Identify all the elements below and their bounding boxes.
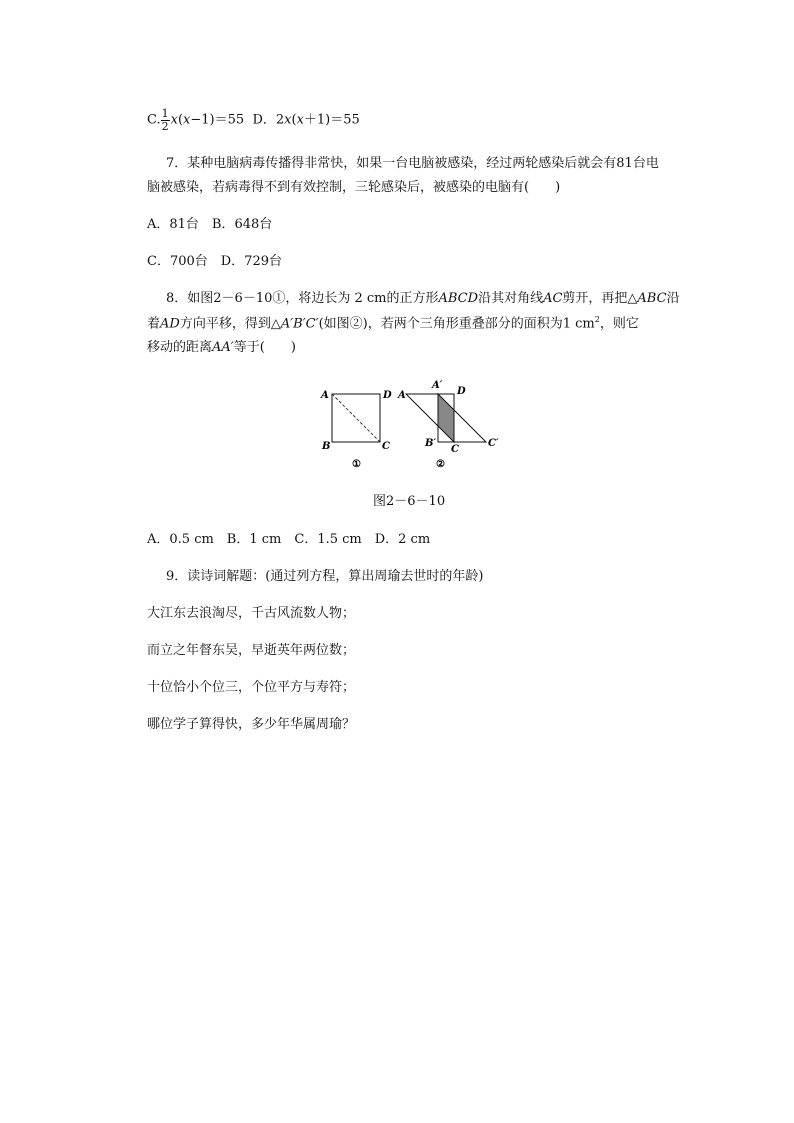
label-c-prime: C′ [488, 438, 499, 449]
diagonal-ac [332, 394, 380, 442]
fraction-one-half [161, 108, 170, 132]
var-x: x [170, 112, 178, 128]
q8-options: A．0.5 cm B．1 cm C．1.5 cm D．2 cm [147, 532, 431, 547]
figure-1-number: ① [352, 459, 361, 470]
overlap-region [438, 394, 454, 442]
q6-option-c-prefix: C. [147, 112, 161, 128]
q8-var-ac: AC [543, 291, 563, 306]
poem-line: 哪位学子算得快，多少年华属周瑜？ [147, 717, 356, 732]
label-c: C [382, 441, 390, 452]
q6-option-d-prefix: D．2 [252, 112, 285, 128]
q8-stem-line1 [166, 292, 680, 305]
poem-line: 而立之年督东吴，早逝英年两位数； [147, 643, 356, 658]
paren: ( [291, 112, 297, 128]
geometry-figure [310, 374, 510, 474]
figure-caption: 图2－6－10 [373, 494, 446, 509]
q8-text: 剪开，再把△ [562, 291, 638, 306]
poem-line: 十位恰小个位三，个位平方与寿符； [147, 680, 356, 695]
q8-var-abcd: ABCD [438, 291, 479, 306]
q8-var-abc: ABC [637, 291, 667, 306]
q8-text: (如图②)，若两个三角形重叠部分的面积为1 cm [318, 316, 595, 332]
fraction-numerator: 1 [161, 107, 169, 120]
label-b: B [322, 441, 331, 452]
q8-superscript: 2 [594, 315, 600, 324]
label-a-prime: A′ [432, 380, 443, 391]
q8-text: 着 [147, 316, 161, 332]
label-d: D [457, 386, 466, 397]
q8-text: 移动的距离 [147, 340, 213, 355]
q6-option-d-rest: ＋1)＝55 [303, 112, 360, 128]
q7-stem-line2: 脑被感染，若病毒得不到有效控制，三轮感染后，被感染的电脑有( ) [147, 180, 561, 195]
figure-2-number: ② [436, 459, 445, 470]
paren: ( [177, 112, 184, 128]
label-b-prime: B′ [425, 438, 437, 449]
var-x: x [296, 112, 304, 128]
q7-stem-line1: 7．某种电脑病毒传播得非常快，如果一台电脑被感染，经过两轮感染后就会有81台电 [166, 156, 659, 171]
label-a: A [321, 390, 329, 401]
label-a: A [398, 390, 406, 401]
figure-1-square [320, 390, 392, 470]
var-x: x [183, 112, 191, 128]
label-d: D [383, 390, 392, 401]
label-c: C [451, 444, 459, 455]
poem-line: 大江东去浪淘尽，千古风流数人物； [147, 606, 356, 621]
q8-text: ，则它 [599, 316, 639, 332]
q8-stem-line2 [147, 316, 639, 330]
q8-text: 8．如图2－6－10①，将边长为 2 cm的正方形 [166, 291, 439, 306]
q8-text: 沿其对角线 [478, 291, 544, 306]
figure-2-translated-triangles [397, 380, 499, 470]
q8-var-abc-prime: A′B′C′ [280, 316, 319, 332]
fraction-denominator: 2 [161, 119, 169, 133]
q6-option-c-rest: −1)＝55 [190, 112, 245, 128]
q7-options-cd: C．700台 D．729台 [147, 254, 282, 269]
q8-stem-line3 [147, 341, 296, 354]
q8-var-aa: AA′ [212, 340, 234, 355]
q7-options-ab: A．81台 B．648台 [147, 217, 273, 232]
var-x: x [284, 112, 292, 128]
q8-text: 等于( ) [233, 340, 296, 355]
q8-text: 方向平移，得到△ [179, 316, 281, 332]
q6-options-line [147, 108, 360, 132]
q8-text: 沿 [666, 291, 680, 306]
q9-title: 9．读诗词解题：(通过列方程，算出周瑜去世时的年龄) [166, 569, 484, 584]
q8-var-ad: AD [160, 316, 180, 332]
